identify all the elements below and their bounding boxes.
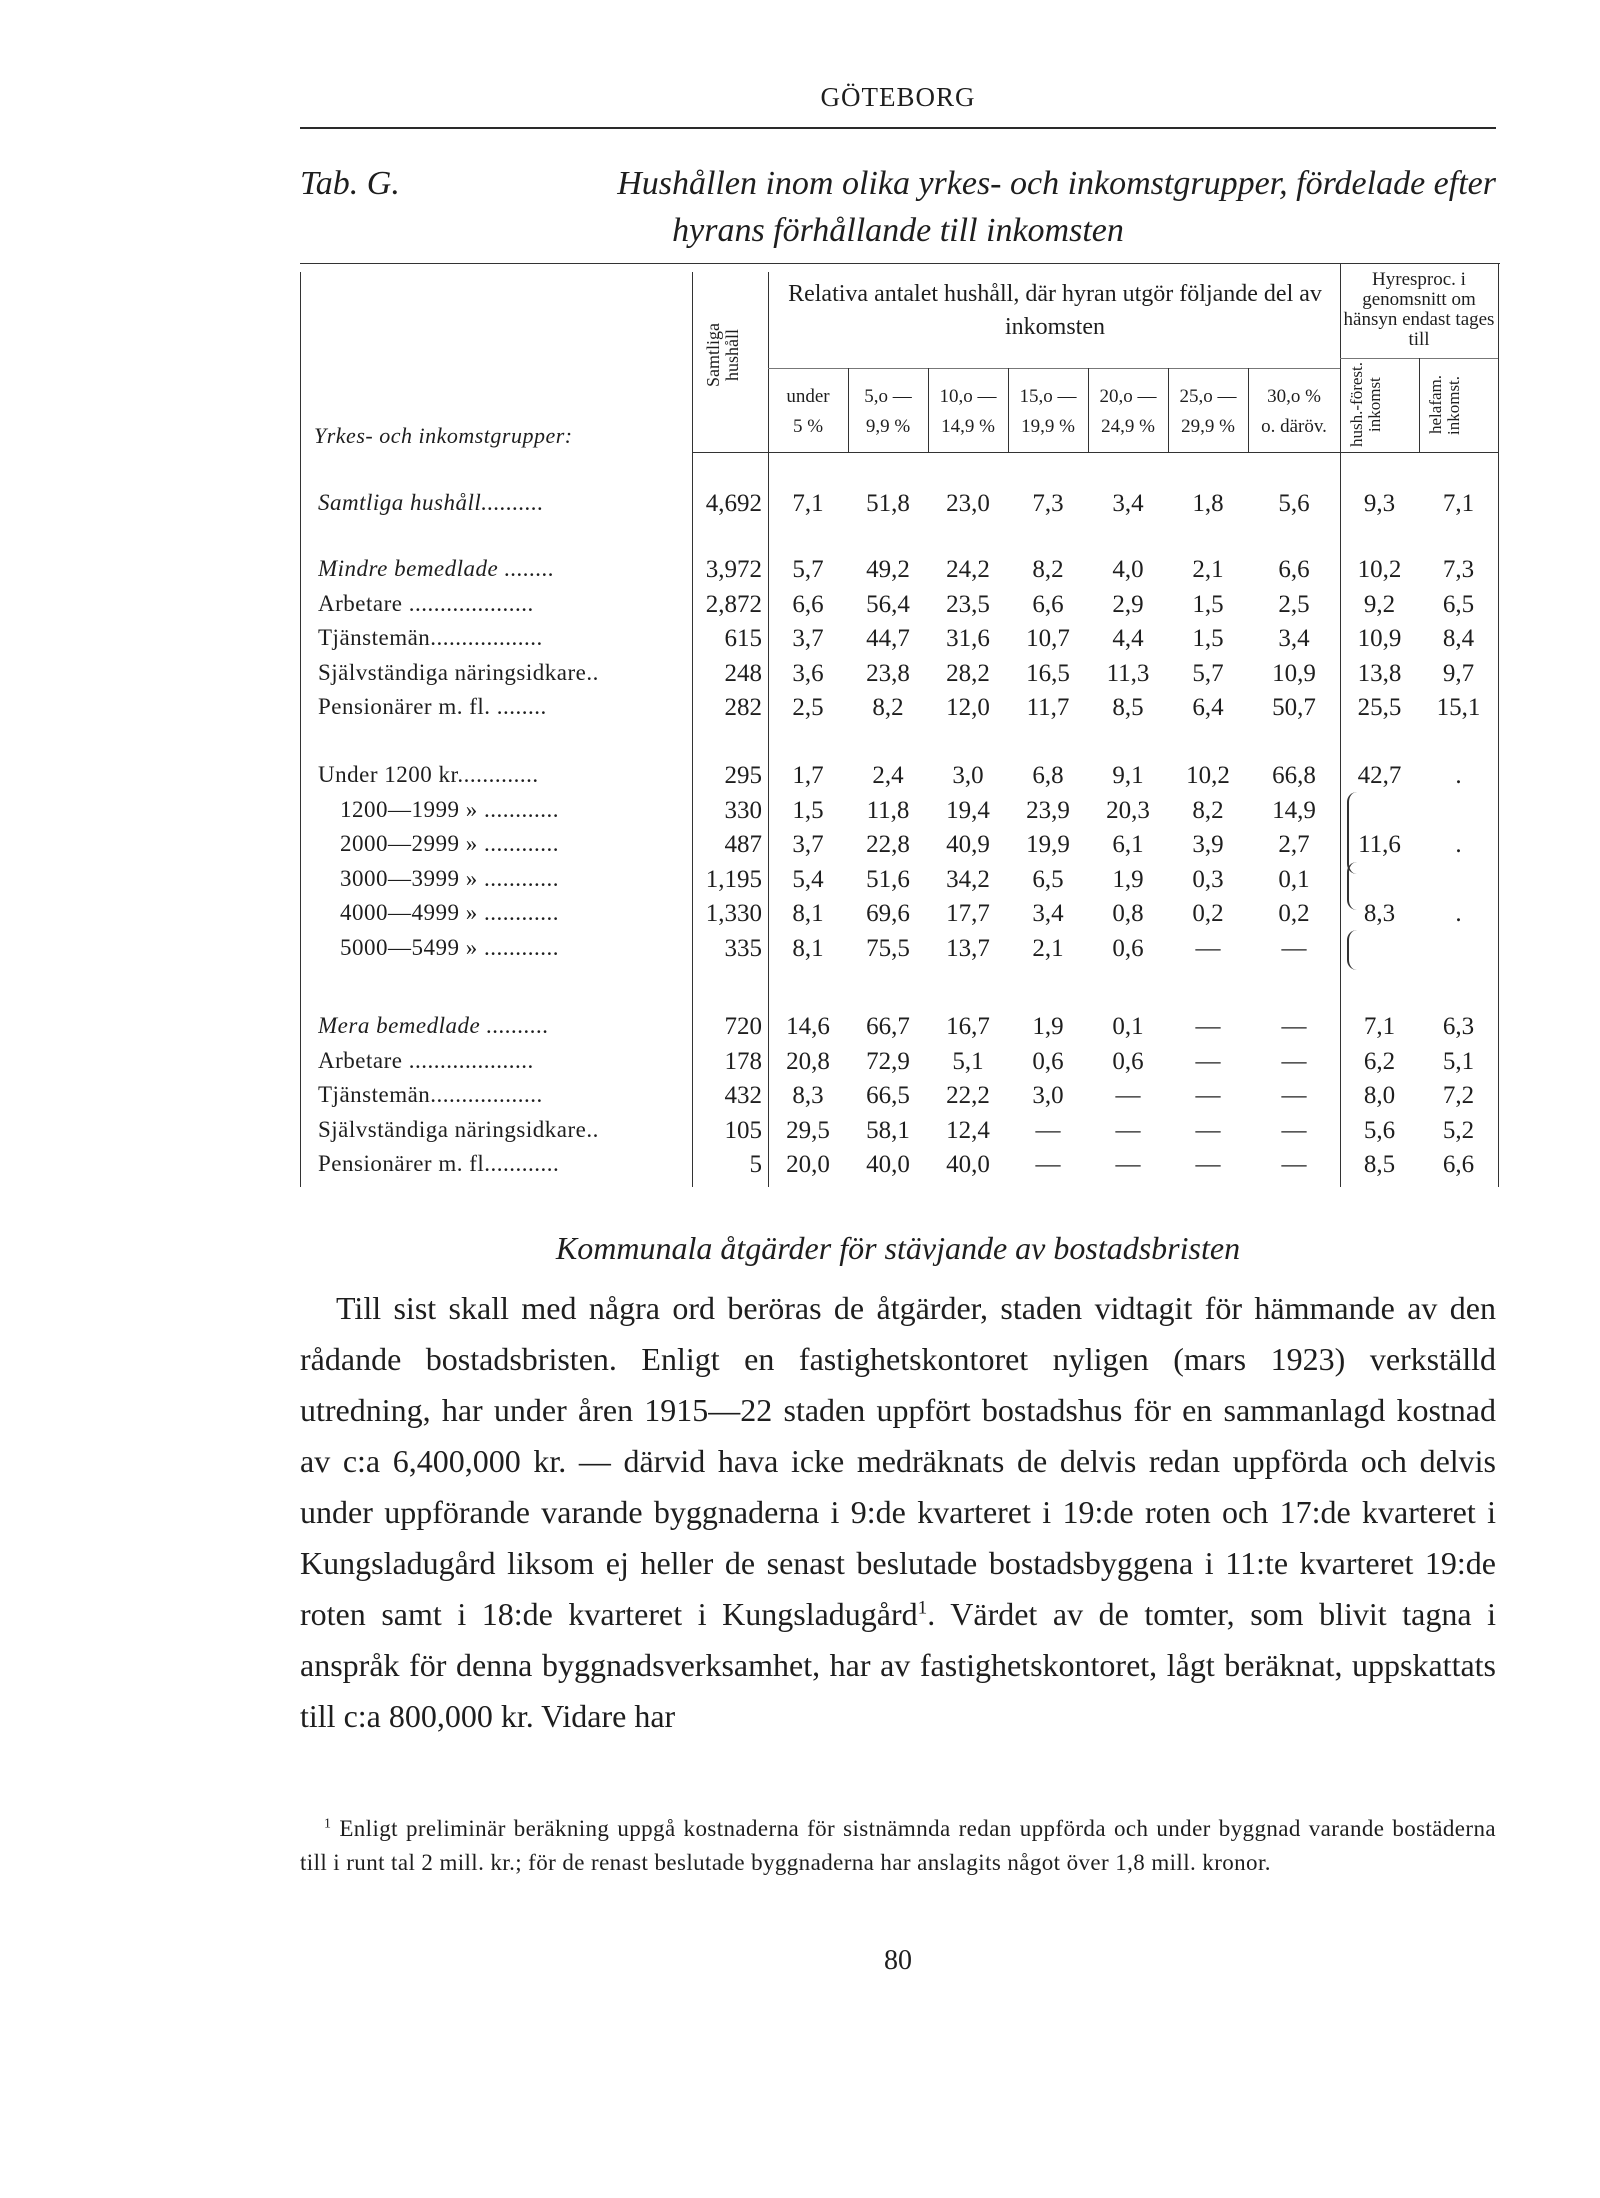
body-text-part-1: Till sist skall med några ord beröras de åtgärder, staden vidtagit för hämmande av den rådande bostadsbristen. Enligt en fastighetskontoret nyligen (mars 1923) verkställd utredning, har under åren 1915—22 staden uppfört bostadshus för en sammanlagd kostnad av c:a 6,400,000 kr. — därvid hava icke medräknats de delvis redan uppförda och delvis under uppförande varande byggnaderna i 9:de kvarteret i 19:de roten och 17:de kvarteret i Kungsladugård liksom ej heller de senast beslutade bostadsbyggena i 11:te kvarteret 19:de roten samt i 18:de kvarteret i Kungsladugård [300, 1290, 1496, 1632]
bin-divider [1168, 368, 1169, 452]
rent-cell: 6,5 [1442, 590, 1475, 618]
value-cell: 28,2 [946, 659, 990, 687]
bin-header-bottom: 24,9 % [1101, 416, 1155, 437]
value-cell: 0,6 [1112, 1047, 1144, 1075]
value-cell: — [1195, 1013, 1221, 1040]
value-cell: — [1115, 1151, 1141, 1178]
rent-cell: 7,2 [1442, 1082, 1475, 1109]
rent-cell: 5,6 [1363, 1116, 1396, 1144]
value-cell: 19,9 [1026, 831, 1070, 858]
rent-column-header: helafam. inkomst. [1426, 375, 1463, 435]
section-title: Kommunala åtgärder för stävjande av bostadsbristen [555, 1230, 1241, 1266]
value-cell: 23,9 [1026, 796, 1070, 824]
bin-header-bottom: 9,9 % [865, 416, 911, 437]
header-rule [300, 127, 1496, 129]
value-cell: 0,6 [1112, 934, 1144, 962]
total-cell: 178 [724, 1047, 762, 1075]
value-cell: 8,2 [872, 694, 904, 721]
value-cell: 58,1 [866, 1116, 910, 1144]
rent-cell: 25,5 [1357, 694, 1402, 721]
total-cell: 282 [724, 694, 762, 721]
value-cell: 7,3 [1032, 490, 1064, 517]
total-cell: 1,195 [705, 865, 762, 893]
value-cell: 66,8 [1272, 762, 1316, 789]
bin-header-bottom: 14,9 % [941, 416, 995, 437]
row-label: 4000—4999 » ............ [340, 900, 559, 925]
rent-cell: 10,2 [1357, 556, 1402, 583]
value-cell: 6,5 [1032, 865, 1064, 893]
bin-divider [1088, 368, 1089, 452]
body-paragraph [300, 1283, 1496, 1742]
value-cell: 10,2 [1186, 762, 1230, 789]
value-cell: 5,4 [792, 865, 824, 893]
running-head: GÖTEBORG [820, 82, 976, 112]
value-cell: 17,7 [946, 900, 990, 927]
value-cell: 0,2 [1192, 900, 1224, 927]
rent-cell: . [1455, 900, 1462, 927]
value-cell: 0,6 [1032, 1047, 1064, 1075]
value-cell: 6,4 [1192, 694, 1224, 721]
bin-header-top: under [786, 386, 830, 407]
value-cell: 1,9 [1112, 865, 1144, 893]
row-label: Arbetare .................... [318, 1047, 534, 1073]
value-cell: 66,5 [866, 1082, 910, 1109]
rent-cell: 7,1 [1442, 490, 1475, 517]
page-number: 80 [884, 1945, 912, 1976]
bracket [1347, 862, 1357, 910]
bin-divider [1008, 368, 1009, 452]
row-label: Pensionärer m. fl. ........ [318, 694, 547, 719]
total-cell: 330 [724, 796, 762, 824]
row-label: 1200—1999 » ............ [340, 796, 559, 822]
rent-cell: 13,8 [1357, 659, 1402, 687]
row-label: Arbetare .................... [318, 590, 534, 616]
rent-cell: 5,2 [1442, 1116, 1475, 1144]
value-cell: 4,0 [1112, 556, 1144, 583]
value-cell: 72,9 [866, 1047, 910, 1075]
bin-header-top: 5,o — [864, 386, 912, 407]
table-divider [300, 272, 301, 1187]
value-cell: — [1281, 1116, 1307, 1144]
value-cell: 2,1 [1032, 934, 1064, 962]
value-cell: 6,6 [1278, 556, 1310, 583]
row-label: Mindre bemedlade ........ [318, 556, 555, 581]
value-cell: — [1281, 934, 1307, 962]
rent-cell: 15,1 [1436, 694, 1481, 721]
value-cell: — [1281, 1013, 1307, 1040]
value-cell: — [1115, 1082, 1141, 1109]
value-cell: 16,5 [1026, 659, 1070, 687]
value-cell: 40,9 [946, 831, 990, 858]
value-cell: — [1195, 1082, 1221, 1109]
value-cell: 20,3 [1106, 796, 1150, 824]
row-label: Pensionärer m. fl............ [318, 1151, 560, 1176]
value-cell: — [1281, 1151, 1307, 1178]
value-cell: 8,1 [792, 900, 824, 927]
row-label: Tjänstemän.................. [318, 1082, 543, 1107]
total-cell: 615 [724, 625, 762, 652]
value-cell: 23,5 [946, 590, 990, 618]
bracket [1347, 930, 1357, 970]
value-cell: 8,2 [1032, 556, 1064, 583]
rent-column-header: hush.-förest. inkomst [1347, 362, 1384, 448]
total-cell: 432 [724, 1082, 762, 1109]
total-cell: 487 [724, 831, 762, 858]
bin-divider [1248, 368, 1249, 452]
value-cell: 2,1 [1192, 556, 1224, 583]
value-cell: 31,6 [946, 625, 990, 652]
value-cell: — [1115, 1116, 1141, 1144]
value-cell: 3,4 [1032, 900, 1064, 927]
bin-header [848, 382, 928, 442]
row-label: 5000—5499 » ............ [340, 934, 559, 960]
value-cell: 0,1 [1112, 1013, 1144, 1040]
value-cell: 50,7 [1272, 694, 1316, 721]
value-cell: 12,4 [946, 1116, 990, 1144]
total-cell: 5 [749, 1151, 762, 1178]
rent-cell: 11,6 [1358, 831, 1401, 858]
value-cell: 9,1 [1112, 762, 1144, 789]
value-cell: — [1195, 1151, 1221, 1178]
value-cell: 8,2 [1192, 796, 1224, 824]
rent-cell: 8,3 [1363, 900, 1396, 927]
value-cell: 13,7 [946, 934, 990, 962]
value-cell: 3,7 [792, 625, 824, 652]
total-cell: 248 [724, 659, 762, 687]
bin-header [1168, 382, 1248, 442]
value-cell: 24,2 [946, 556, 990, 583]
bin-header-bottom: o. däröv. [1261, 416, 1327, 437]
value-cell: 3,4 [1112, 490, 1144, 517]
value-cell: 0,1 [1278, 865, 1310, 893]
footnote [300, 1812, 1496, 1880]
value-cell: 56,4 [866, 590, 910, 618]
value-cell: — [1281, 1082, 1307, 1109]
value-cell: 11,7 [1026, 694, 1070, 721]
value-cell: 75,5 [866, 934, 910, 962]
value-cell: — [1281, 1047, 1307, 1075]
value-cell: 1,5 [1192, 590, 1224, 618]
total-cell: 720 [724, 1013, 762, 1040]
value-cell: 16,7 [946, 1013, 990, 1040]
rent-cell: 9,3 [1363, 490, 1396, 517]
value-cell: 44,7 [866, 625, 910, 652]
bin-header [1248, 382, 1340, 442]
value-cell: 7,1 [792, 490, 824, 517]
bin-header [768, 382, 848, 442]
bin-header-top: 10,o — [939, 386, 997, 407]
rent-cell: 5,1 [1442, 1047, 1475, 1075]
bin-header [1088, 382, 1168, 442]
row-label: Självständiga näringsidkare.. [318, 659, 599, 685]
value-cell: 1,5 [792, 796, 824, 824]
value-cell: 20,8 [786, 1047, 830, 1075]
rent-cell: 42,7 [1357, 762, 1402, 789]
bin-header [1008, 382, 1088, 442]
value-cell: 14,6 [786, 1013, 830, 1040]
bin-header [928, 382, 1008, 442]
table-label: Tab. G. [300, 165, 400, 202]
value-cell: 1,7 [792, 762, 824, 789]
value-cell: 1,5 [1192, 625, 1224, 652]
value-cell: 29,5 [786, 1116, 830, 1144]
value-cell: 2,7 [1278, 831, 1310, 858]
row-label: Självständiga näringsidkare.. [318, 1116, 599, 1142]
value-cell: 34,2 [946, 865, 990, 893]
rent-cell: 8,4 [1442, 625, 1475, 652]
value-cell: 2,5 [792, 694, 824, 721]
total-cell: 105 [724, 1116, 762, 1144]
body-text [300, 1283, 1496, 1742]
rent-cell: 7,3 [1442, 556, 1475, 583]
value-cell: — [1035, 1151, 1061, 1178]
rent-cell: 8,5 [1363, 1151, 1396, 1178]
value-cell: 8,5 [1112, 694, 1144, 721]
value-cell: 23,0 [946, 490, 990, 517]
table-top-rule [300, 263, 1500, 264]
value-cell: 3,7 [792, 831, 824, 858]
table-divider [1498, 264, 1499, 1187]
value-cell: 2,9 [1112, 590, 1144, 618]
rent-cell: 6,6 [1442, 1151, 1475, 1178]
rent-cell: 7,1 [1363, 1013, 1396, 1040]
rent-cell: 6,2 [1363, 1047, 1396, 1075]
value-cell: 23,8 [866, 659, 910, 687]
value-cell: 3,9 [1192, 831, 1224, 858]
footnote-reference: 1 [917, 1597, 928, 1619]
footnote-text: Enligt preliminär beräkning uppgå kostnaderna för sistnämnda redan uppförda och under byggnad varande bostäderna till i runt tal 2 mill. kr.; för de renast beslutade byggnaderna har anslagits något över 1,8 mill. kronor. [300, 1816, 1496, 1875]
value-cell: 10,7 [1026, 625, 1070, 652]
header-bottom-rule [692, 452, 1498, 453]
value-cell: — [1195, 1116, 1221, 1144]
value-cell: 0,3 [1192, 865, 1224, 893]
value-cell: 66,7 [866, 1013, 910, 1040]
rent-cell: 6,3 [1442, 1013, 1475, 1040]
value-cell: 0,2 [1278, 900, 1310, 927]
rent-cell: 9,2 [1363, 590, 1396, 618]
value-cell: 3,0 [1032, 1082, 1064, 1109]
bin-header-bottom: 5 % [792, 416, 824, 437]
value-cell: 11,3 [1106, 659, 1150, 687]
value-cell: 51,8 [866, 490, 910, 517]
value-cell: 6,1 [1112, 831, 1144, 858]
value-cell: 2,5 [1278, 590, 1310, 618]
value-cell: 6,6 [792, 590, 824, 618]
bin-header-bottom: 29,9 % [1181, 416, 1235, 437]
value-cell: — [1195, 1047, 1221, 1075]
value-cell: 22,8 [866, 831, 910, 858]
rent-cell: 8,0 [1363, 1082, 1396, 1109]
total-cell: 1,330 [705, 900, 762, 927]
value-cell: 6,6 [1032, 590, 1064, 618]
bin-header-top: 30,o % [1267, 386, 1321, 407]
bin-header-top: 20,o — [1099, 386, 1157, 407]
row-label: 2000—2999 » ............ [340, 831, 559, 856]
row-label: Samtliga hushåll.......... [318, 490, 544, 515]
row-label: Under 1200 kr............. [318, 762, 539, 787]
header-divider [768, 368, 1340, 369]
value-cell: 5,7 [1192, 659, 1224, 687]
value-cell: 49,2 [866, 556, 910, 583]
value-cell: 5,6 [1278, 490, 1310, 517]
value-cell: 2,4 [872, 762, 904, 789]
bin-header-top: 15,o — [1019, 386, 1077, 407]
value-cell: 19,4 [946, 796, 990, 824]
rent-cell: . [1455, 762, 1462, 789]
value-cell: 3,6 [792, 659, 824, 687]
total-cell: 3,972 [705, 556, 762, 583]
rent-header: Hyresproc. i genomsnitt om hänsyn endast tages till [1343, 269, 1495, 350]
table-caption [300, 160, 1496, 254]
value-cell: 1,9 [1032, 1013, 1064, 1040]
value-cell: 14,9 [1272, 796, 1316, 824]
value-cell: 1,8 [1192, 490, 1224, 517]
body-text-part-2: . Värdet av de tomter, som blivit tagna i anspråk för denna byggnadsverksamhet, har av fastighetskontoret, lågt beräknat, uppskattats till c:a 800,000 kr. Vidare har [300, 1596, 1497, 1734]
value-cell: 6,8 [1032, 762, 1064, 789]
total-cell: 4,692 [705, 490, 762, 517]
bin-header-top: 25,o — [1179, 386, 1237, 407]
total-cell: 335 [724, 934, 762, 962]
value-cell: 40,0 [946, 1151, 990, 1178]
value-cell: 51,6 [866, 865, 910, 893]
value-cell: — [1035, 1116, 1061, 1144]
value-cell: 69,6 [866, 900, 910, 927]
value-cell: 22,2 [946, 1082, 990, 1109]
stub-header: Yrkes- och inkomstgrupper: [314, 423, 573, 448]
footnote-marker: 1 [324, 1815, 332, 1831]
bin-header-bottom: 19,9 % [1021, 416, 1075, 437]
caption-line-1: Hushållen inom olika yrkes- och inkomstgrupper, fördelade efter [617, 165, 1496, 202]
value-cell: 12,0 [946, 694, 990, 721]
row-label: 3000—3999 » ............ [340, 865, 559, 891]
row-label: Mera bemedlade .......... [318, 1013, 549, 1038]
value-cell: 10,9 [1272, 659, 1316, 687]
bin-divider [848, 368, 849, 452]
value-cell: 5,1 [952, 1047, 984, 1075]
value-cell: 4,4 [1112, 625, 1144, 652]
value-cell: 8,3 [792, 1082, 824, 1109]
total-cell: 2,872 [705, 590, 762, 618]
total-column-header: Samtliga hushåll [703, 323, 742, 387]
value-cell: 11,8 [866, 796, 910, 824]
rent-divider [1419, 358, 1420, 452]
value-cell: — [1195, 934, 1221, 962]
value-cell: 20,0 [786, 1151, 830, 1178]
value-cell: 0,8 [1112, 900, 1144, 927]
row-label: Tjänstemän.................. [318, 625, 543, 650]
bin-divider [928, 368, 929, 452]
value-cell: 5,7 [792, 556, 824, 583]
value-cell: 3,4 [1278, 625, 1310, 652]
value-cell: 3,0 [952, 762, 984, 789]
relative-header: Relativa antalet hushåll, där hyran utgör följande del av inkomsten [788, 281, 1322, 340]
rent-cell: 10,9 [1357, 625, 1402, 652]
rent-cell: . [1455, 831, 1462, 858]
rent-cell: 9,7 [1442, 659, 1475, 687]
value-cell: 40,0 [866, 1151, 910, 1178]
total-cell: 295 [724, 762, 762, 789]
value-cell: 8,1 [792, 934, 824, 962]
caption-line-2: hyrans förhållande till inkomsten [672, 212, 1124, 249]
